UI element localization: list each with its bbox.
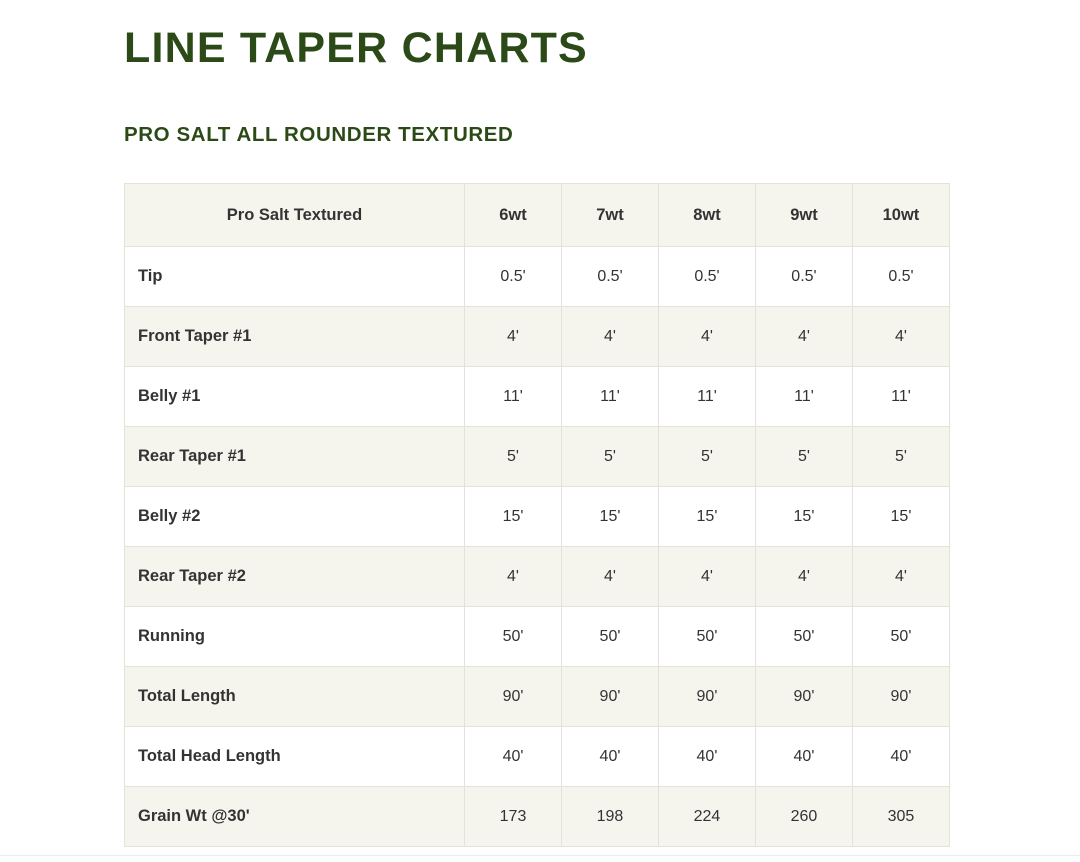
cell-value: 50' — [561, 607, 658, 667]
column-header-7wt: 7wt — [561, 184, 658, 247]
cell-value: 15' — [852, 487, 949, 547]
cell-value: 40' — [755, 727, 852, 787]
cell-value: 15' — [561, 487, 658, 547]
cell-value: 11' — [658, 367, 755, 427]
row-label: Tip — [125, 247, 465, 307]
cell-value: 4' — [465, 547, 562, 607]
cell-value: 11' — [561, 367, 658, 427]
cell-value: 5' — [852, 427, 949, 487]
cell-value: 50' — [465, 607, 562, 667]
table-row — [125, 727, 950, 787]
page-title: LINE TAPER CHARTS — [124, 24, 588, 72]
column-header-label: Pro Salt Textured — [125, 184, 465, 247]
cell-value: 260 — [755, 787, 852, 847]
cell-value: 90' — [755, 667, 852, 727]
cell-value: 40' — [852, 727, 949, 787]
cell-value: 90' — [852, 667, 949, 727]
table-header-row — [125, 184, 950, 247]
table-row — [125, 367, 950, 427]
line-taper-table — [124, 183, 950, 847]
cell-value: 15' — [755, 487, 852, 547]
cell-value: 11' — [755, 367, 852, 427]
cell-value: 4' — [755, 307, 852, 367]
table-body — [125, 247, 950, 847]
cell-value: 0.5' — [852, 247, 949, 307]
section-title: PRO SALT ALL ROUNDER TEXTURED — [124, 122, 514, 146]
cell-value: 4' — [561, 547, 658, 607]
cell-value: 50' — [852, 607, 949, 667]
table-row — [125, 427, 950, 487]
column-header-10wt: 10wt — [852, 184, 949, 247]
cell-value: 224 — [658, 787, 755, 847]
table-row — [125, 247, 950, 307]
cell-value: 4' — [561, 307, 658, 367]
row-label: Total Head Length — [125, 727, 465, 787]
taper-table-wrapper — [124, 183, 950, 847]
cell-value: 0.5' — [561, 247, 658, 307]
cell-value: 50' — [755, 607, 852, 667]
cell-value: 90' — [561, 667, 658, 727]
cell-value: 5' — [755, 427, 852, 487]
cell-value: 5' — [658, 427, 755, 487]
row-label: Rear Taper #1 — [125, 427, 465, 487]
table-header — [125, 184, 950, 247]
table-row — [125, 547, 950, 607]
cell-value: 40' — [561, 727, 658, 787]
row-label: Total Length — [125, 667, 465, 727]
cell-value: 11' — [852, 367, 949, 427]
table-row — [125, 667, 950, 727]
cell-value: 0.5' — [755, 247, 852, 307]
cell-value: 198 — [561, 787, 658, 847]
cell-value: 4' — [465, 307, 562, 367]
bottom-divider — [0, 855, 1080, 856]
row-label: Front Taper #1 — [125, 307, 465, 367]
row-label: Belly #2 — [125, 487, 465, 547]
cell-value: 0.5' — [658, 247, 755, 307]
cell-value: 40' — [658, 727, 755, 787]
cell-value: 5' — [561, 427, 658, 487]
column-header-9wt: 9wt — [755, 184, 852, 247]
column-header-6wt: 6wt — [465, 184, 562, 247]
row-label: Grain Wt @30' — [125, 787, 465, 847]
table-row — [125, 487, 950, 547]
cell-value: 4' — [852, 547, 949, 607]
cell-value: 11' — [465, 367, 562, 427]
table-row — [125, 787, 950, 847]
cell-value: 4' — [852, 307, 949, 367]
column-header-8wt: 8wt — [658, 184, 755, 247]
cell-value: 5' — [465, 427, 562, 487]
cell-value: 40' — [465, 727, 562, 787]
cell-value: 90' — [465, 667, 562, 727]
cell-value: 90' — [658, 667, 755, 727]
cell-value: 0.5' — [465, 247, 562, 307]
cell-value: 173 — [465, 787, 562, 847]
cell-value: 305 — [852, 787, 949, 847]
cell-value: 50' — [658, 607, 755, 667]
cell-value: 4' — [658, 307, 755, 367]
table-row — [125, 307, 950, 367]
cell-value: 15' — [658, 487, 755, 547]
cell-value: 15' — [465, 487, 562, 547]
row-label: Belly #1 — [125, 367, 465, 427]
cell-value: 4' — [658, 547, 755, 607]
row-label: Running — [125, 607, 465, 667]
cell-value: 4' — [755, 547, 852, 607]
row-label: Rear Taper #2 — [125, 547, 465, 607]
table-row — [125, 607, 950, 667]
